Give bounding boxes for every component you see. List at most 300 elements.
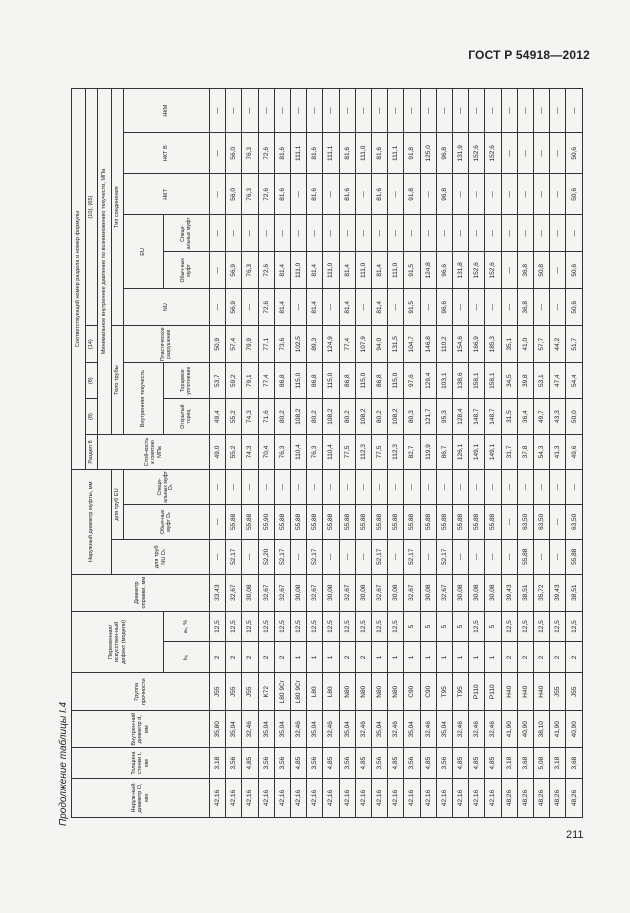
table-cell: 108,2 — [388, 399, 404, 435]
table-cell: — — [501, 289, 517, 326]
table-cell: 56,9 — [226, 289, 242, 326]
table-cell: 40,90 — [517, 711, 533, 748]
table-cell: 30,08 — [453, 574, 469, 611]
col-wall-thickness: Толщина стенки t, мм — [72, 748, 210, 779]
table-cell: 77,5 — [372, 435, 388, 470]
table-cell: 111,0 — [388, 252, 404, 289]
table-cell: — — [210, 174, 226, 215]
table-cell: 50,6 — [566, 174, 583, 215]
table-cell: 53,1 — [534, 363, 550, 399]
table-cell: — — [485, 469, 501, 504]
table-row — [436, 89, 452, 818]
table-cell: 41,3 — [550, 435, 566, 470]
table-cell: 12,5 — [323, 611, 339, 642]
table-cell: 2 — [501, 642, 517, 673]
table-cell: 42,16 — [355, 779, 371, 818]
col-outer-diameter: Наруж-ный диаметр D, мм — [72, 779, 210, 818]
table-cell: 152,6 — [485, 252, 501, 289]
table-cell: 104,7 — [404, 326, 420, 363]
table-cell: 110,2 — [436, 326, 452, 363]
table-cell: 73,6 — [274, 326, 290, 363]
table-cell: 1 — [453, 642, 469, 673]
table-cell: — — [420, 174, 436, 215]
table-cell: — — [258, 469, 274, 504]
col-eu-special-coupling: Специ-альных муфт — [164, 215, 210, 252]
table-cell: 50,6 — [566, 252, 583, 289]
table-cell: 70,4 — [258, 435, 274, 470]
col-conn-nu: NU — [124, 289, 210, 326]
table-cell: 42,16 — [226, 779, 242, 818]
table-cell: 35,04 — [404, 711, 420, 748]
table-cell: — — [210, 89, 226, 133]
rotated-table-area — [50, 88, 585, 828]
table-cell: — — [355, 289, 371, 326]
table-cell: — — [210, 252, 226, 289]
table-cell: 2 — [339, 642, 355, 673]
table-cell: 5 — [404, 611, 420, 642]
table-cell: 79,1 — [242, 363, 258, 399]
table-cell: — — [388, 174, 404, 215]
col-alternative-defect: Переменная/ искусствен-ный дефект (модели) — [72, 611, 164, 673]
table-cell: 38,51 — [566, 574, 583, 611]
table-cell: 148,7 — [469, 399, 485, 435]
table-cell: 111,1 — [323, 133, 339, 174]
table-cell: — — [453, 215, 469, 252]
table-cell: 32,46 — [420, 711, 436, 748]
table-cell: 35,04 — [258, 711, 274, 748]
table-cell: 2 — [258, 642, 274, 673]
table-cell: — — [210, 504, 226, 539]
table-cell: 112,3 — [355, 435, 371, 470]
table-cell: 35,04 — [274, 711, 290, 748]
table-cell: 2 — [566, 642, 583, 673]
table-cell: 102,5 — [291, 326, 307, 363]
table-cell: 80,2 — [372, 399, 388, 435]
table-cell: L80 9Cr — [291, 673, 307, 711]
table-cell: — — [550, 539, 566, 574]
col-grade: Группа прочности — [72, 673, 210, 711]
table-cell: 108,2 — [323, 399, 339, 435]
table-continuation-caption: Продолжение таблицы I.4 — [58, 701, 69, 826]
table-cell: — — [453, 469, 469, 504]
table-cell: — — [210, 289, 226, 326]
table-cell: 2 — [226, 642, 242, 673]
table-cell: 55,88 — [420, 504, 436, 539]
col-plastic-failure: Пластическое разрушение — [124, 326, 210, 363]
table-cell: 63,50 — [566, 504, 583, 539]
table-cell: 77,1 — [258, 326, 274, 363]
table-cell: — — [566, 215, 583, 252]
table-cell: 95,3 — [436, 399, 452, 435]
table-cell: — — [307, 469, 323, 504]
table-cell: 36,4 — [517, 399, 533, 435]
table-cell: — — [517, 215, 533, 252]
table-cell: — — [323, 289, 339, 326]
table-cell: — — [501, 133, 517, 174]
table-cell: — — [210, 539, 226, 574]
table-cell: — — [372, 89, 388, 133]
table-cell: 34,5 — [501, 363, 517, 399]
table-cell: — — [388, 89, 404, 133]
table-cell: — — [242, 469, 258, 504]
table-cell: 81,6 — [339, 133, 355, 174]
table-cell: 2 — [550, 642, 566, 673]
table-cell: L80 — [323, 673, 339, 711]
table-cell: — — [501, 174, 517, 215]
table-cell: 42,16 — [274, 779, 290, 818]
table-cell: 44,2 — [550, 326, 566, 363]
table-cell: 79,9 — [242, 326, 258, 363]
table-cell: 32,46 — [323, 711, 339, 748]
table-cell: — — [453, 539, 469, 574]
table-cell: 121,7 — [420, 399, 436, 435]
table-cell: 40,90 — [566, 711, 583, 748]
table-cell: 3,56 — [226, 748, 242, 779]
table-cell: — — [501, 469, 517, 504]
table-cell: 81,4 — [307, 289, 323, 326]
col-section-8: Раздел 8 — [86, 435, 98, 470]
table-cell: — — [291, 89, 307, 133]
table-cell: 50,8 — [534, 252, 550, 289]
table-cell: 52,17 — [404, 539, 420, 574]
table-cell: 55,88 — [355, 504, 371, 539]
table-cell: 57,4 — [226, 326, 242, 363]
table-cell: 4,85 — [388, 748, 404, 779]
table-cell: 55,88 — [226, 504, 242, 539]
table-cell: 89,3 — [307, 326, 323, 363]
table-cell: — — [469, 89, 485, 133]
col-eu-regular-coupling: Обыч-ных муфт — [164, 252, 210, 289]
table-cell: 32,67 — [274, 574, 290, 611]
table-cell: 111,0 — [355, 252, 371, 289]
table-row — [339, 89, 355, 818]
table-cell: 42,16 — [339, 779, 355, 818]
table-cell: 131,8 — [453, 252, 469, 289]
table-cell: — — [291, 174, 307, 215]
table-cell: 32,46 — [453, 711, 469, 748]
table-cell: 1 — [388, 642, 404, 673]
table-cell: T95 — [453, 673, 469, 711]
table-cell: 76,3 — [242, 174, 258, 215]
table-cell: 72,6 — [258, 289, 274, 326]
table-cell: — — [420, 215, 436, 252]
table-cell: 81,6 — [307, 133, 323, 174]
table-cell: 81,6 — [339, 174, 355, 215]
table-row — [210, 89, 226, 818]
table-cell: H40 — [501, 673, 517, 711]
table-cell: 35,04 — [436, 711, 452, 748]
table-cell: 48,26 — [534, 779, 550, 818]
table-cell: 55,88 — [291, 504, 307, 539]
table-cell: — — [307, 215, 323, 252]
table-cell: 32,46 — [485, 711, 501, 748]
table-cell: — — [517, 89, 533, 133]
table-cell: 96,8 — [436, 133, 452, 174]
table-cell: — — [566, 469, 583, 504]
table-cell: 32,67 — [339, 574, 355, 611]
table-cell: — — [355, 174, 371, 215]
table-cell: — — [420, 469, 436, 504]
table-cell: 77,4 — [258, 363, 274, 399]
table-cell: — — [550, 174, 566, 215]
table-cell: 103,1 — [436, 363, 452, 399]
table-cell: 52,17 — [372, 539, 388, 574]
table-cell: 55,88 — [566, 539, 583, 574]
table-cell: 149,1 — [485, 435, 501, 470]
table-cell: — — [517, 469, 533, 504]
table-cell: 12,5 — [534, 611, 550, 642]
table-cell: 42,16 — [323, 779, 339, 818]
table-cell: 32,67 — [436, 574, 452, 611]
table-cell: 152,6 — [485, 133, 501, 174]
table-cell: 77,5 — [339, 435, 355, 470]
col-nkt-b: НКТ В — [124, 133, 210, 174]
table-cell: — — [453, 174, 469, 215]
table-cell: 91,8 — [404, 133, 420, 174]
table-cell: — — [226, 469, 242, 504]
table-cell: 71,6 — [258, 399, 274, 435]
table-cell: 76,3 — [307, 435, 323, 470]
table-cell: 42,16 — [258, 779, 274, 818]
table-cell: 48,26 — [501, 779, 517, 818]
table-cell: — — [566, 89, 583, 133]
table-cell: 3,68 — [566, 748, 583, 779]
table-cell: 3,56 — [274, 748, 290, 779]
table-cell: 35,04 — [226, 711, 242, 748]
col-inner-diameter: Внутрен-ний диаметр d, мм — [72, 711, 210, 748]
table-cell: 94,0 — [372, 326, 388, 363]
table-cell: — — [501, 252, 517, 289]
table-cell: 129,4 — [420, 363, 436, 399]
table-cell: 4,85 — [420, 748, 436, 779]
table-cell: 42,16 — [291, 779, 307, 818]
table-cell: 55,88 — [517, 539, 533, 574]
table-cell: 52,20 — [258, 539, 274, 574]
table-cell: 86,8 — [274, 363, 290, 399]
table-cell: 49,4 — [210, 399, 226, 435]
table-cell: — — [453, 89, 469, 133]
table-cell: — — [420, 289, 436, 326]
table-cell: 51,7 — [566, 326, 583, 363]
table-cell: 81,4 — [372, 289, 388, 326]
table-cell: 115,0 — [323, 363, 339, 399]
table-row — [307, 89, 323, 818]
table-cell: 39,43 — [550, 574, 566, 611]
table-cell: 42,16 — [388, 779, 404, 818]
table-cell: 30,08 — [323, 574, 339, 611]
table-cell: 33,43 — [210, 574, 226, 611]
table-cell: 55,88 — [323, 504, 339, 539]
table-cell: 42,16 — [404, 779, 420, 818]
col-nu-pipes: для труб NU Dₙ — [112, 539, 210, 574]
table-cell: 3,56 — [339, 748, 355, 779]
table-cell: 32,46 — [242, 711, 258, 748]
table-cell: L80 9Cr — [274, 673, 290, 711]
table-cell: 31,7 — [501, 435, 517, 470]
table-cell: 12,5 — [566, 611, 583, 642]
table-cell: 5 — [453, 611, 469, 642]
table-cell: — — [550, 469, 566, 504]
table-cell: — — [323, 89, 339, 133]
table-cell: 146,8 — [420, 326, 436, 363]
table-cell: H40 — [517, 673, 533, 711]
table-cell: 82,7 — [404, 435, 420, 470]
table-cell: N80 — [339, 673, 355, 711]
table-cell: 76,3 — [274, 435, 290, 470]
table-cell: — — [550, 252, 566, 289]
table-cell: 72,6 — [258, 174, 274, 215]
table-cell: 32,67 — [226, 574, 242, 611]
table-cell: 81,6 — [274, 133, 290, 174]
table-cell: — — [501, 539, 517, 574]
table-cell: — — [210, 133, 226, 174]
table-cell: — — [258, 215, 274, 252]
table-cell: 124,9 — [323, 326, 339, 363]
table-cell: 52,17 — [307, 539, 323, 574]
table-cell: 1 — [404, 642, 420, 673]
table-cell: 42,16 — [485, 779, 501, 818]
table-cell: 55,88 — [307, 504, 323, 539]
table-cell: 32,67 — [404, 574, 420, 611]
table-cell: — — [485, 215, 501, 252]
table-cell: — — [323, 174, 339, 215]
table-cell: 42,16 — [469, 779, 485, 818]
table-cell: 41,90 — [501, 711, 517, 748]
table-cell: 42,16 — [242, 779, 258, 818]
table-cell: 81,6 — [372, 133, 388, 174]
table-cell: — — [355, 539, 371, 574]
table-cell: 166,9 — [469, 326, 485, 363]
table-cell: 12,5 — [291, 611, 307, 642]
table-cell: 1 — [469, 642, 485, 673]
table-cell: 53,7 — [210, 363, 226, 399]
table-cell: 49,0 — [210, 435, 226, 470]
table-cell: J55 — [226, 673, 242, 711]
table-cell: 50,0 — [566, 399, 583, 435]
table-cell: — — [485, 539, 501, 574]
table-cell: K72 — [258, 673, 274, 711]
table-cell: 37,8 — [517, 435, 533, 470]
table-cell: 35,04 — [307, 711, 323, 748]
table-cell: — — [469, 289, 485, 326]
table-cell: 91,8 — [404, 174, 420, 215]
table-cell: N80 — [388, 673, 404, 711]
table-cell: 80,2 — [339, 399, 355, 435]
table-cell: 112,3 — [388, 435, 404, 470]
table-cell: C90 — [404, 673, 420, 711]
table-cell: 91,5 — [404, 289, 420, 326]
table-cell: — — [242, 289, 258, 326]
table-cell: 110,4 — [323, 435, 339, 470]
table-cell: — — [485, 289, 501, 326]
table-cell: 96,8 — [436, 174, 452, 215]
table-cell: H40 — [534, 673, 550, 711]
col-conn-eu: EU — [124, 215, 164, 289]
table-cell: 3,56 — [258, 748, 274, 779]
table-cell: 55,90 — [258, 504, 274, 539]
table-row — [388, 89, 404, 818]
table-cell: 42,16 — [420, 779, 436, 818]
table-cell: 30,08 — [485, 574, 501, 611]
table-cell: 81,4 — [274, 252, 290, 289]
table-cell: 154,6 — [453, 326, 469, 363]
table-cell: — — [550, 289, 566, 326]
table-row — [323, 89, 339, 818]
table-cell: 124,8 — [420, 252, 436, 289]
table-cell: — — [388, 539, 404, 574]
table-cell: 57,7 — [534, 326, 550, 363]
table-cell: 54,4 — [566, 363, 583, 399]
table-cell: — — [550, 133, 566, 174]
table-cell: N80 — [372, 673, 388, 711]
table-cell: 52,17 — [436, 539, 452, 574]
table-cell: 77,4 — [339, 326, 355, 363]
table-row — [355, 89, 371, 818]
table-cell: 55,2 — [226, 399, 242, 435]
table-cell: — — [258, 89, 274, 133]
table-cell: 38,51 — [517, 574, 533, 611]
table-cell: 80,2 — [274, 399, 290, 435]
table-cell: 12,5 — [307, 611, 323, 642]
table-cell: — — [469, 469, 485, 504]
table-cell: 12,5 — [355, 611, 371, 642]
table-cell: 115,0 — [291, 363, 307, 399]
table-cell: 81,4 — [339, 252, 355, 289]
table-cell: — — [307, 89, 323, 133]
table-cell: 12,5 — [372, 611, 388, 642]
table-cell: 111,0 — [291, 252, 307, 289]
table-cell: 55,88 — [436, 504, 452, 539]
col-min-internal-pressure: Минимальное внутреннее давление по возникновению текучести, МПа — [98, 89, 112, 435]
col-eu-special: Специ-альных муфт Dₙ — [124, 469, 210, 504]
table-cell: — — [388, 469, 404, 504]
table-cell: 119,9 — [420, 435, 436, 470]
table-cell: 5 — [436, 611, 452, 642]
table-cell: — — [469, 539, 485, 574]
table-cell: 47,4 — [550, 363, 566, 399]
table-cell: — — [501, 215, 517, 252]
table-cell: 30,08 — [469, 574, 485, 611]
table-cell: 2 — [210, 642, 226, 673]
table-row — [226, 89, 242, 818]
col-a-percent: aₙ, % — [164, 611, 210, 642]
table-cell: 50,6 — [566, 289, 583, 326]
table-cell: 1 — [372, 642, 388, 673]
table-cell: 12,5 — [226, 611, 242, 642]
table-cell: 115,0 — [355, 363, 371, 399]
table-cell: 1 — [436, 642, 452, 673]
table-cell: — — [550, 215, 566, 252]
table-cell: 12,5 — [274, 611, 290, 642]
table-cell: 49,6 — [566, 435, 583, 470]
table-cell: — — [517, 133, 533, 174]
table-cell: 148,7 — [485, 399, 501, 435]
table-cell: 80,3 — [404, 399, 420, 435]
table-cell: 125,0 — [420, 133, 436, 174]
table-cell: — — [436, 89, 452, 133]
table-cell: 115,0 — [388, 363, 404, 399]
table-cell: 12,5 — [242, 611, 258, 642]
table-cell: 55,88 — [339, 504, 355, 539]
col-mandrel-diameter: Диаметр оправки, мм — [72, 574, 210, 611]
table-cell: 81,4 — [307, 252, 323, 289]
table-cell: 35,72 — [534, 574, 550, 611]
table-cell: 12,5 — [469, 611, 485, 642]
table-cell: — — [550, 504, 566, 539]
table-cell: 96,6 — [436, 252, 452, 289]
table-cell: 131,9 — [453, 133, 469, 174]
table-cell: — — [323, 215, 339, 252]
